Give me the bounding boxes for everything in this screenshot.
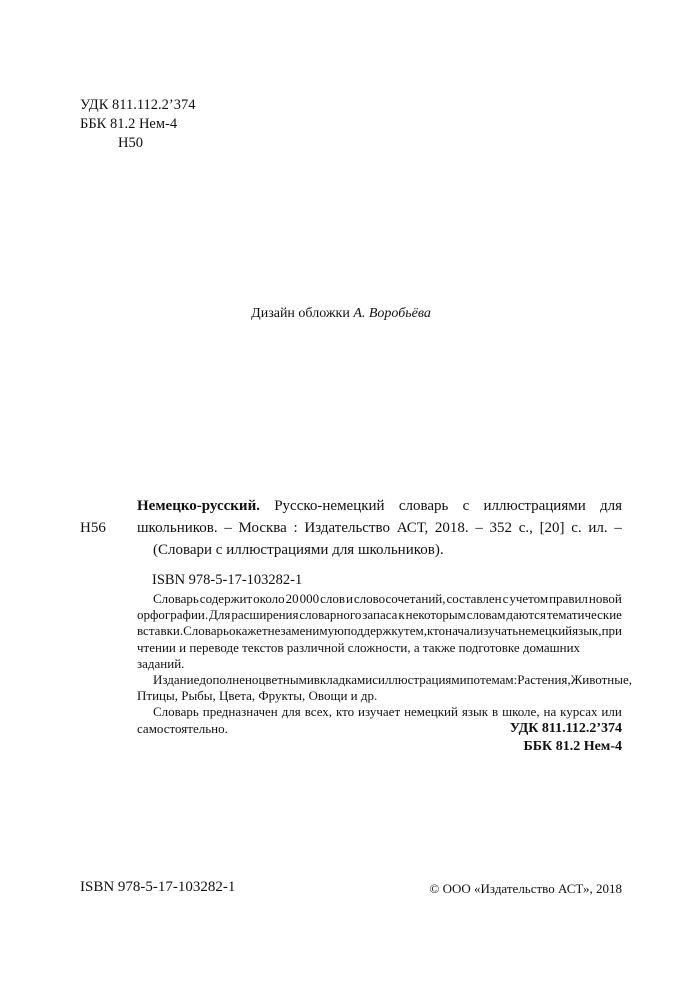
catalog-word: с. bbox=[571, 520, 582, 536]
annotation-word: с bbox=[502, 591, 509, 606]
annotation-word: Для bbox=[209, 607, 231, 623]
catalog-word: – bbox=[224, 520, 232, 536]
annotation-word: тематические bbox=[546, 607, 622, 623]
annotation-word: курсах bbox=[560, 704, 598, 720]
catalog-word: АСТ, bbox=[396, 520, 429, 536]
annotation-line: чтении и переводе текстов различной сложности, а также подготовке домашних заданий. bbox=[137, 639, 581, 671]
bbk-code-top: ББК 81.2 Нем-4 bbox=[80, 116, 178, 132]
annotation-word: цветными bbox=[258, 672, 314, 688]
annotation-word: иллюстрациями bbox=[377, 672, 467, 688]
annotation-word: немецкий bbox=[518, 623, 573, 639]
catalog-word: для bbox=[599, 498, 622, 514]
annotation-word: около bbox=[253, 591, 285, 606]
catalog-word: – bbox=[614, 520, 622, 536]
annotation-word: Животные, bbox=[570, 672, 633, 688]
catalog-title: Немецко-русский. bbox=[137, 498, 260, 514]
annotation-word: тем, bbox=[404, 623, 427, 639]
annotation-word: даются bbox=[506, 607, 546, 623]
annotation-word: орфографии. bbox=[137, 607, 209, 623]
annotation-word: содержит bbox=[199, 591, 253, 606]
catalog-word: ил. bbox=[588, 520, 608, 536]
catalog-line-3: (Словари с иллюстрациями для школьников). bbox=[153, 542, 444, 558]
cover-design-label: Дизайн обложки bbox=[251, 306, 350, 321]
copyright-notice: © ООО «Издательство АСТ», 2018 bbox=[429, 881, 622, 896]
annotation-word: составлен bbox=[446, 591, 502, 606]
annotation-word: для bbox=[281, 704, 301, 720]
cover-design-credit bbox=[0, 306, 682, 322]
catalog-isbn: ISBN 978-5-17-103282-1 bbox=[152, 572, 303, 588]
annotation-word: предназначен bbox=[202, 704, 278, 720]
catalog-line-2 bbox=[137, 517, 622, 539]
annotation-word: правил bbox=[549, 591, 588, 606]
annotation-word: Издание bbox=[153, 672, 200, 688]
annotation-word: изучать bbox=[476, 623, 519, 639]
annotation-word: 20 bbox=[285, 591, 299, 606]
annotation-line bbox=[153, 672, 633, 688]
annotation-word: запаса bbox=[362, 607, 398, 623]
annotation-word: и bbox=[345, 591, 353, 606]
annotation-word: поддержку bbox=[343, 623, 404, 639]
annotation-word: Словарь bbox=[183, 623, 229, 639]
annotation-word: дополнено bbox=[199, 672, 259, 688]
annotation-word: учетом bbox=[509, 591, 549, 606]
annotation-word: школе, bbox=[502, 704, 540, 720]
annotation-word: некоторым bbox=[405, 607, 466, 623]
annotation-word: при bbox=[601, 623, 622, 639]
annotation-word: Растения, bbox=[517, 672, 571, 688]
annotation-word: словарного bbox=[299, 607, 362, 623]
annotation-line bbox=[153, 704, 622, 720]
annotation-word: Словарь bbox=[153, 704, 199, 720]
annotation-line bbox=[153, 591, 622, 607]
annotation-word: темам: bbox=[480, 672, 518, 688]
annotation-line: Птицы, Рыбы, Цвета, Фрукты, Овощи и др. bbox=[137, 688, 378, 704]
annotation-word: 000 bbox=[299, 591, 320, 606]
annotation-word: изучает bbox=[358, 704, 401, 720]
annotation-line: самостоятельно. bbox=[137, 720, 228, 736]
catalog-word: [20] bbox=[539, 520, 565, 536]
annotation-word: начал bbox=[445, 623, 477, 639]
annotation bbox=[137, 591, 633, 737]
annotation-word: по bbox=[466, 672, 481, 688]
annotation-word: кто bbox=[426, 623, 446, 639]
annotation-word: язык, bbox=[572, 623, 602, 639]
annotation-word: вставки. bbox=[137, 623, 184, 639]
catalog-word: Русско-немецкий bbox=[274, 498, 385, 514]
catalog-line-1 bbox=[137, 495, 622, 517]
annotation-word: расширения bbox=[231, 607, 299, 623]
catalog-word: с., bbox=[518, 520, 533, 536]
annotation-word: на bbox=[543, 704, 557, 720]
catalog-word: : bbox=[293, 520, 298, 536]
annotation-word: слов bbox=[320, 591, 345, 606]
catalog-entry bbox=[137, 495, 622, 561]
catalog-word: школьников. bbox=[137, 520, 218, 536]
footer-isbn: ISBN 978-5-17-103282-1 bbox=[80, 879, 236, 895]
annotation-word: окажет bbox=[228, 623, 268, 639]
catalog-author-sign: Н56 bbox=[80, 520, 106, 536]
catalog-word: с bbox=[462, 498, 470, 514]
annotation-word: новой bbox=[588, 591, 622, 606]
udk-code-bottom: УДК 811.112.2’374 bbox=[509, 721, 622, 736]
annotation-word: вкладками bbox=[313, 672, 373, 688]
annotation-word: незаменимую bbox=[267, 623, 344, 639]
annotation-line bbox=[137, 607, 622, 623]
annotation-word: словам bbox=[466, 607, 506, 623]
annotation-word: всех, bbox=[304, 704, 333, 720]
annotation-word: словосочетаний, bbox=[353, 591, 446, 606]
annotation-line bbox=[137, 623, 622, 639]
annotation-word: немецкий bbox=[404, 704, 458, 720]
bbk-code-bottom: ББК 81.2 Нем-4 bbox=[523, 739, 622, 754]
author-sign-top: Н50 bbox=[118, 135, 143, 151]
annotation-word: к bbox=[398, 607, 405, 623]
annotation-word: язык bbox=[461, 704, 489, 720]
annotation-word: или bbox=[601, 704, 622, 720]
catalog-word: 2018. bbox=[434, 520, 469, 536]
annotation-word: кто bbox=[335, 704, 355, 720]
annotation-word: Словарь bbox=[153, 591, 199, 606]
catalog-word: иллюстрациями bbox=[483, 498, 586, 514]
catalog-word: словарь bbox=[398, 498, 449, 514]
catalog-word: Издательство bbox=[304, 520, 390, 536]
cover-designer-name: А. Воробьёва bbox=[353, 306, 431, 321]
catalog-word: Москва bbox=[238, 520, 287, 536]
annotation-word: в bbox=[492, 704, 499, 720]
udk-code-top: УДК 811.112.2’374 bbox=[80, 97, 196, 113]
catalog-word: 352 bbox=[489, 520, 513, 536]
annotation-word: с bbox=[372, 672, 378, 688]
catalog-word: – bbox=[475, 520, 483, 536]
